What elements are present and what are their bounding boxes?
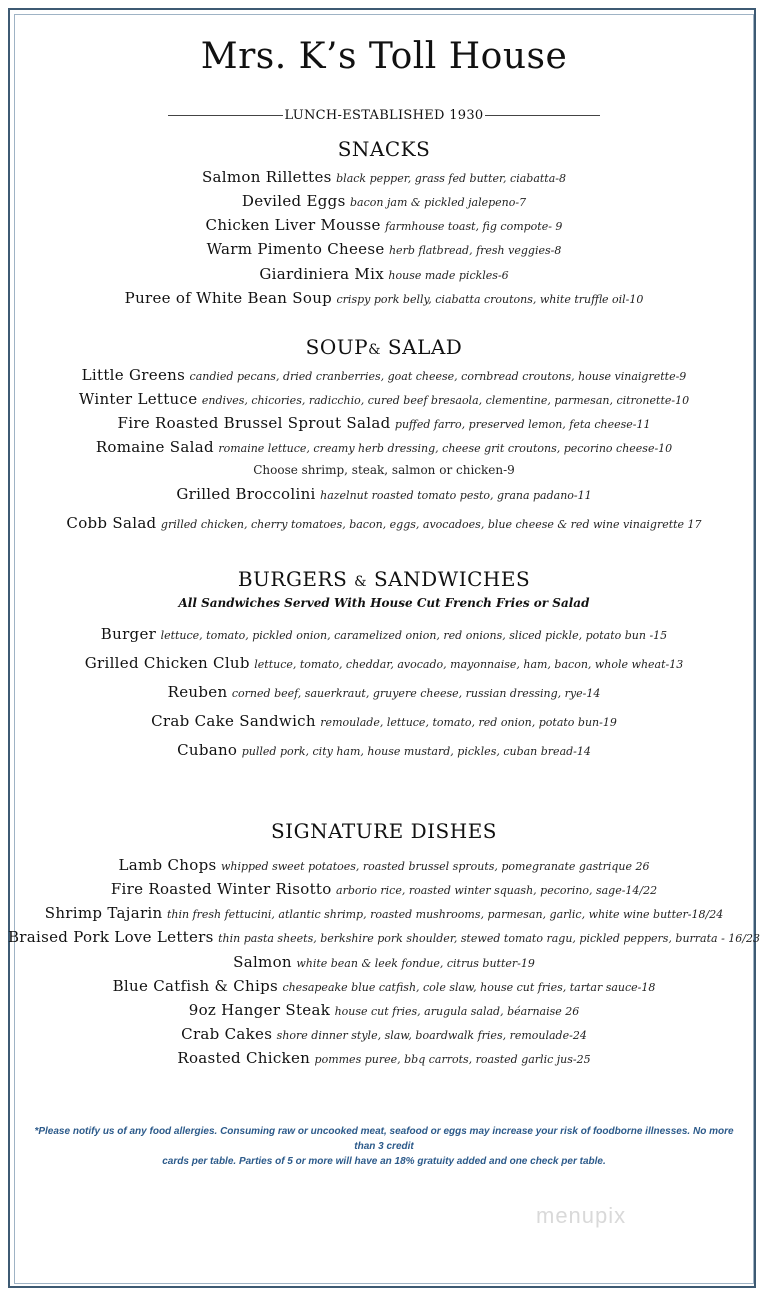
item-desc: lettuce, tomato, pickled onion, caramelized onion, red onions, sliced pickle, potato bun -15 [160,629,668,642]
heading-ampersand: & [368,342,382,358]
menu-item [0,977,768,995]
item-desc: pulled pork, city ham, house mustard, pickles, cuban bread-14 [241,745,591,758]
item-name: Salmon [233,953,292,971]
item-name: Winter Lettuce [78,390,198,408]
section-heading-snacks: SNACKS [337,137,431,161]
menu-item [0,654,768,672]
item-name: Cobb Salad [66,514,157,532]
item-desc: pommes puree, bbq carrots, roasted garlic jus-25 [314,1053,591,1066]
item-name: Crab Cake Sandwich [151,712,316,730]
footer-line: cards per table. Parties of 5 or more will have an 18% gratuity added and one check per table. [162,1156,606,1167]
item-desc: house cut fries, arugula salad, béarnaise 26 [334,1005,580,1018]
item-desc: endives, chicories, radicchio, cured beef bresaola, clementine, parmesan, citronette-10 [201,394,690,407]
item-desc: puffed farro, preserved lemon, feta cheese-11 [394,418,651,431]
item-desc: farmhouse toast, fig compote- 9 [385,220,563,233]
item-desc: thin pasta sheets, berkshire pork shoulder, stewed tomato ragu, pickled peppers, burrata - 16/23 [218,932,760,945]
item-desc: corned beef, sauerkraut, gruyere cheese, russian dressing, rye-14 [231,687,601,700]
item-desc: herb flatbread, fresh veggies-8 [388,244,562,257]
menu-item [0,366,768,384]
menu-item [0,904,768,922]
subtitle: LUNCH-ESTABLISHED 1930 [284,108,484,123]
section-heading-signature: SIGNATURE DISHES [270,819,498,843]
menu-item [0,683,768,701]
menu-item [0,168,768,186]
item-desc: chesapeake blue catfish, cole slaw, house cut fries, tartar sauce-18 [282,981,656,994]
protein-addon: Choose shrimp, steak, salmon or chicken-9 [253,463,515,477]
item-desc: hazelnut roasted tomato pesto, grana padano-11 [320,489,592,502]
item-name: Fire Roasted Winter Risotto [110,880,332,898]
menu-item [0,953,768,971]
menu-item [0,1025,768,1043]
item-desc: crispy pork belly, ciabatta croutons, white truffle oil-10 [336,293,644,306]
item-name: Little Greens [81,366,186,384]
item-name: Puree of White Bean Soup [124,289,333,307]
menu-item [0,1001,768,1019]
menu-item [0,856,768,874]
item-name: Chicken Liver Mousse [205,216,381,234]
item-name: Roasted Chicken [177,1049,311,1067]
menu-item [0,265,768,283]
item-name: Reuben [167,683,228,701]
item-name: 9oz Hanger Steak [188,1001,331,1019]
menu-item [0,485,768,503]
menu-item [0,438,768,456]
menu-item [0,880,768,898]
menu-item [0,625,768,643]
item-desc: whipped sweet potatoes, roasted brussel sprouts, pomegranate gastrique 26 [220,860,650,873]
item-desc: shore dinner style, slaw, boardwalk fries, remoulade-24 [276,1029,587,1042]
item-name: Cubano [177,741,238,759]
lunch-established-line [0,108,768,123]
item-desc: arborio rice, roasted winter squash, pecorino, sage-14/22 [336,884,658,897]
item-desc: house made pickles-6 [388,269,509,282]
item-name: Romaine Salad [95,438,214,456]
menu-item [0,1049,768,1067]
menu-item [0,712,768,730]
item-name: Blue Catfish & Chips [112,977,278,995]
menu-item [0,741,768,759]
item-name: Burger [100,625,157,643]
item-name: Braised Pork Love Letters [7,928,214,946]
item-desc: white bean & leek fondue, citrus butter-19 [296,957,535,970]
divider-left [168,115,283,116]
section-heading-burgers [0,567,768,591]
item-name: Fire Roasted Brussel Sprout Salad [117,414,391,432]
item-desc: lettuce, tomato, cheddar, avocado, mayonnaise, ham, bacon, whole wheat-13 [254,658,684,671]
menu-item [0,216,768,234]
footer-line: *Please notify us of any food allergies. Consuming raw or uncooked meat, seafood or eggs may increase your risk of foodborne illnesses. No more than 3 credit [34,1126,734,1152]
menu-item [0,414,768,432]
item-name: Lamb Chops [118,856,217,874]
menu-item [0,514,768,532]
section-heading-soup-salad [0,335,768,359]
item-desc: remoulade, lettuce, tomato, red onion, potato bun-19 [320,716,617,729]
menu-item [0,928,768,946]
heading-ampersand: & [354,574,368,590]
watermark-logo: menupix [536,1203,627,1228]
heading-part: SANDWICHES [367,567,531,591]
menu-item [0,192,768,210]
item-name: Salmon Rillettes [201,168,332,186]
heading-part: SOUP [305,335,369,359]
item-desc: romaine lettuce, creamy herb dressing, cheese grit croutons, pecorino cheese-10 [218,442,673,455]
item-name: Crab Cakes [181,1025,273,1043]
heading-part: SALAD [381,335,463,359]
item-desc: grilled chicken, cherry tomatoes, bacon, eggs, avocadoes, blue cheese & red wine vinaigrette 17 [160,518,702,531]
item-desc: black pepper, grass fed butter, ciabatta-8 [336,172,567,185]
menu-item [0,289,768,307]
item-desc: bacon jam & pickled jalepeno-7 [350,196,527,209]
item-name: Deviled Eggs [241,192,346,210]
menu-item [0,240,768,258]
heading-part: BURGERS [237,567,348,591]
item-name: Giardiniera Mix [259,265,384,283]
item-name: Grilled Chicken Club [84,654,250,672]
item-name: Grilled Broccolini [176,485,316,503]
allergy-footer [28,1124,740,1169]
sandwich-note: All Sandwiches Served With House Cut French Fries or Salad [178,596,590,610]
item-name: Shrimp Tajarin [44,904,163,922]
restaurant-title: Mrs. K’s Toll House [200,36,568,77]
item-desc: candied pecans, dried cranberries, goat cheese, cornbread croutons, house vinaigrette-9 [189,370,687,383]
item-name: Warm Pimento Cheese [206,240,385,258]
divider-right [485,115,600,116]
item-desc: thin fresh fettucini, atlantic shrimp, roasted mushrooms, parmesan, garlic, white wine butter-18/24 [166,908,724,921]
menu-item [0,390,768,408]
